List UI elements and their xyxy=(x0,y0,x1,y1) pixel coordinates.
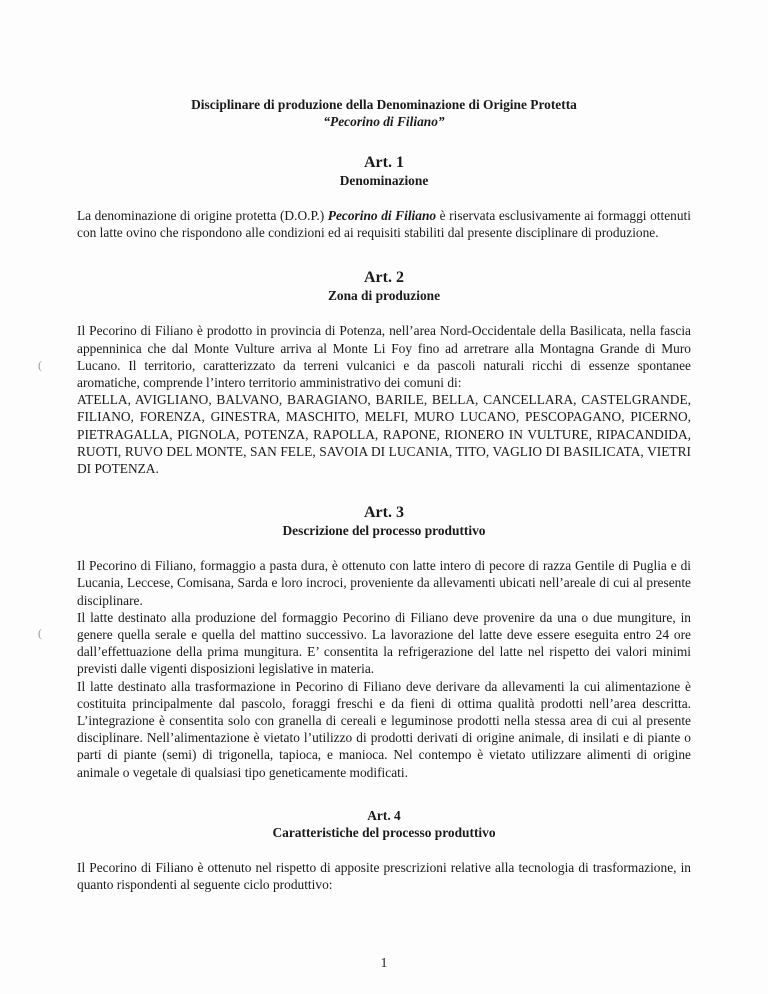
article-3-subheading: Descrizione del processo produttivo xyxy=(282,523,486,539)
margin-scan-mark: ( xyxy=(38,358,42,372)
article-1-text-start: La denominazione di origine protetta (D.O.P.) xyxy=(77,208,328,223)
page-number: 1 xyxy=(380,955,388,970)
product-name-emphasis: Pecorino di Filiano xyxy=(327,208,437,223)
article-3-paragraph: Il latte destinato alla produzione del formaggio Pecorino di Filiano deve provenire da una o due mungiture, in genere quella serale e quella del mattino successivo. La lavorazione del latte deve essere eseguita entro 24 ore dall’effettuazione della prima mungitura. E’ consentita la refrigerazione del latte nel rispetto dei valori minimi previsti dalle vigenti disposizioni legislative in materia. xyxy=(77,609,691,677)
article-2-text: Il Pecorino di Filiano è prodotto in provincia di Potenza, nell’area Nord-Occidentale della Basilicata, nella fascia appenninica che dal Monte Vulture arriva al Monte Li Foy fino ad arretrare alla Montagna Grande di Muro Lucano. Il territorio, caratterizzato da terreni vulcanici e da pascoli naturali ricchi di essenze spontanee aromatiche, comprende l’intero territorio amministrativo dei comuni di: xyxy=(77,323,691,391)
article-3-paragraph: Il latte destinato alla trasformazione in Pecorino di Filiano deve derivare da allevamenti la cui alimentazione è costituita principalmente dal pascolo, foraggi freschi e da fieni di ottima qualità prodotti nell’area descritta. L’integrazione è consentita solo con granella di cereali e leguminose prodotti nella stessa area di cui al presente disciplinare. Nell’alimentazione è vietato l’utilizzo di prodotti derivati di origine animale, di insilati e di piante o parti di piante (semi) di trigonella, tapioca, e manioca. Nel contempo è vietato utilizzare alimenti di origine animale o vegetale di qualsiasi tipo geneticamente modificati. xyxy=(77,678,691,780)
margin-scan-mark: ( xyxy=(38,626,42,640)
article-4-text: Il Pecorino di Filiano è ottenuto nel rispetto di apposite prescrizioni relative alla tecnologia di trasformazione, in quanto rispondenti al seguente ciclo produttivo: xyxy=(77,859,691,893)
comuni-list: ATELLA, AVIGLIANO, BALVANO, BARAGIANO, BARILE, BELLA, CANCELLARA, CASTELGRANDE, FILIANO, FORENZA, GINESTRA, MASCHITO, MELFI, MURO LUCANO, PESCOPAGANO, PICERNO, PIETRAGALLA, PIGNOLA, POTENZA, RAPOLLA, RAPONE, RIONERO IN VULTURE, RIPACANDIDA, RUOTI, RUVO DEL MONTE, SAN FELE, SAVOIA DI LUCANIA, TITO, VAGLIO DI BASILICATA, VIETRI DI POTENZA. xyxy=(77,392,691,477)
article-1-text-end: è riservata esclusivamente ai formaggi ottenuti con latte ovino che rispondono alle condizioni ed ai requisiti stabiliti dal presente disciplinare di produzione. xyxy=(77,208,691,241)
article-3-body xyxy=(77,557,691,781)
article-4-subheading: Caratteristiche del processo produttivo xyxy=(272,824,496,840)
article-1-subheading: Denominazione xyxy=(339,173,429,188)
document-title: Disciplinare di produzione della Denominazione di Origine Protetta xyxy=(191,97,577,112)
article-1-heading: Art. 1 xyxy=(364,154,404,171)
document-subtitle: “Pecorino di Filiano” xyxy=(323,114,445,129)
article-1-text xyxy=(77,207,691,241)
article-3-heading: Art. 3 xyxy=(364,504,404,522)
article-2-heading: Art. 2 xyxy=(364,269,404,287)
document-body xyxy=(77,96,691,893)
article-4-heading: Art. 4 xyxy=(367,807,401,823)
article-2-subheading: Zona di produzione xyxy=(327,288,441,304)
article-3-paragraph: Il Pecorino di Filiano, formaggio a pasta dura, è ottenuto con latte intero di pecore di razza Gentile di Puglia e di Lucania, Leccese, Comisana, Sarda e loro incroci, proveniente da allevamenti ubicati nell’areale di cui al presente disciplinare. xyxy=(77,558,691,608)
